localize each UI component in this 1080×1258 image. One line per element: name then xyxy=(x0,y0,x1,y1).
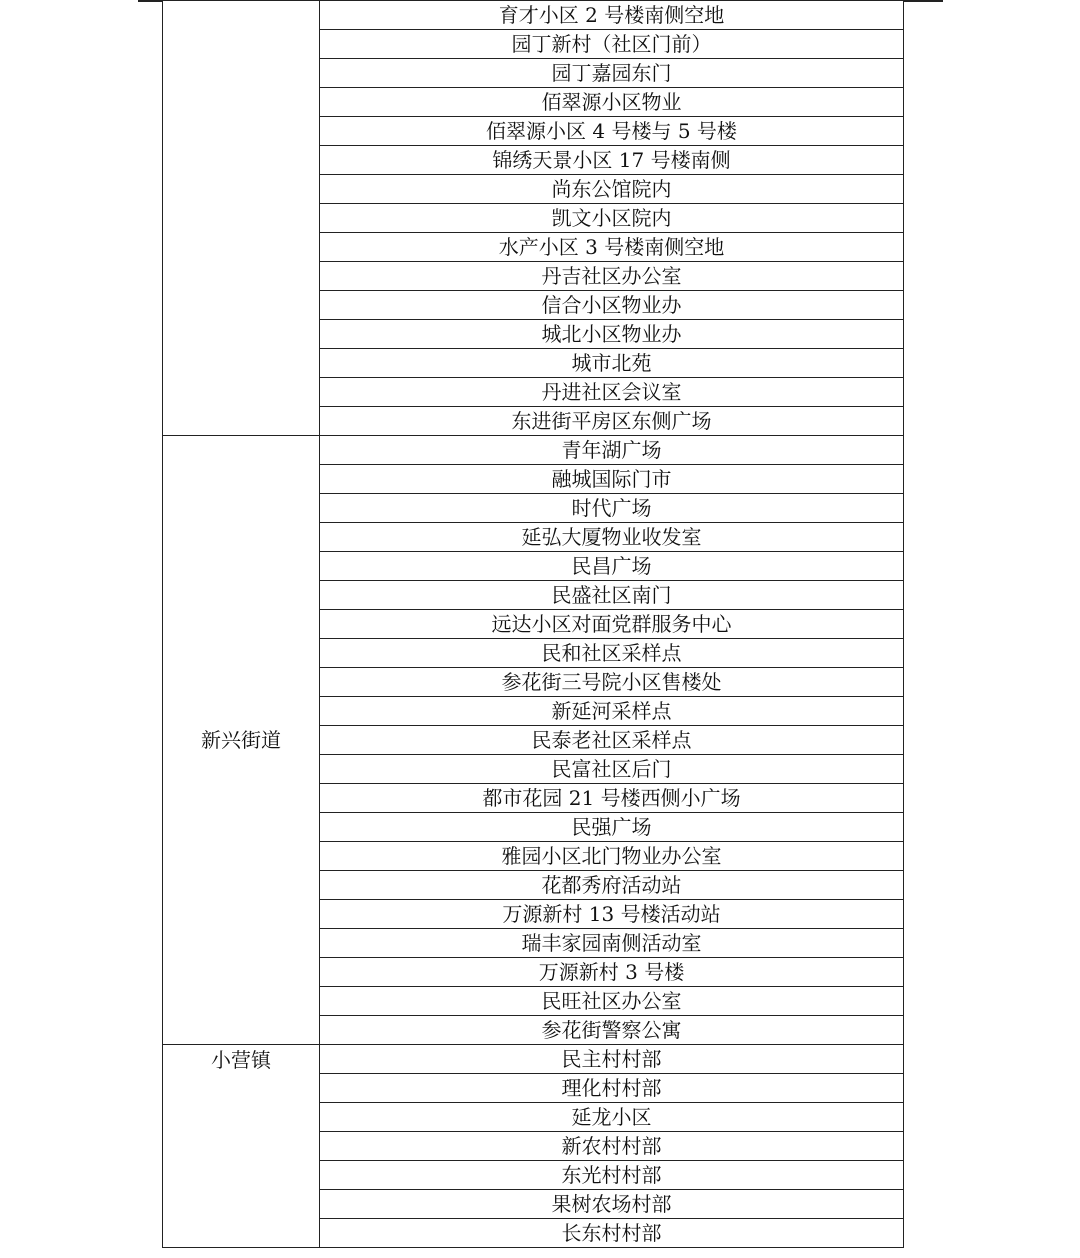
sampling-location-cell: 新农村村部 xyxy=(320,1132,904,1161)
street-name-cell: 小营镇 xyxy=(163,1045,320,1248)
sampling-location-cell: 园丁新村（社区门前） xyxy=(320,30,904,59)
sampling-location-cell: 锦绣天景小区 17 号楼南侧 xyxy=(320,146,904,175)
sampling-location-cell: 远达小区对面党群服务中心 xyxy=(320,610,904,639)
sampling-location-cell: 凯文小区院内 xyxy=(320,204,904,233)
sampling-location-cell: 融城国际门市 xyxy=(320,465,904,494)
sampling-location-cell: 瑞丰家园南侧活动室 xyxy=(320,929,904,958)
sampling-location-cell: 东光村村部 xyxy=(320,1161,904,1190)
top-rule-left xyxy=(138,0,162,2)
sampling-location-cell: 时代广场 xyxy=(320,494,904,523)
sampling-location-cell: 东进街平房区东侧广场 xyxy=(320,407,904,436)
sampling-location-cell: 信合小区物业办 xyxy=(320,291,904,320)
table-body xyxy=(163,1,904,1248)
sampling-location-cell: 花都秀府活动站 xyxy=(320,871,904,900)
sampling-location-cell: 水产小区 3 号楼南侧空地 xyxy=(320,233,904,262)
sampling-location-cell: 都市花园 21 号楼西侧小广场 xyxy=(320,784,904,813)
sampling-location-cell: 佰翠源小区 4 号楼与 5 号楼 xyxy=(320,117,904,146)
sampling-location-cell: 雅园小区北门物业办公室 xyxy=(320,842,904,871)
sampling-location-cell: 民和社区采样点 xyxy=(320,639,904,668)
sampling-location-cell: 延龙小区 xyxy=(320,1103,904,1132)
sampling-location-cell: 果树农场村部 xyxy=(320,1190,904,1219)
sampling-location-cell: 参花街三号院小区售楼处 xyxy=(320,668,904,697)
table-row xyxy=(163,436,904,465)
sampling-location-cell: 延弘大厦物业收发室 xyxy=(320,523,904,552)
sampling-location-cell: 尚东公馆院内 xyxy=(320,175,904,204)
sampling-location-cell: 丹吉社区办公室 xyxy=(320,262,904,291)
sampling-location-cell: 青年湖广场 xyxy=(320,436,904,465)
street-name-cell xyxy=(163,1,320,436)
sampling-location-cell: 新延河采样点 xyxy=(320,697,904,726)
sampling-location-cell: 育才小区 2 号楼南侧空地 xyxy=(320,1,904,30)
sampling-location-cell: 民主村村部 xyxy=(320,1045,904,1074)
sampling-location-cell: 长东村村部 xyxy=(320,1219,904,1248)
sampling-location-cell: 参花街警察公寓 xyxy=(320,1016,904,1045)
table-row xyxy=(163,1,904,30)
sampling-site-table xyxy=(162,0,904,1248)
top-rule-right xyxy=(903,0,943,2)
sampling-location-cell: 园丁嘉园东门 xyxy=(320,59,904,88)
sampling-location-cell: 民旺社区办公室 xyxy=(320,987,904,1016)
sampling-location-cell: 民盛社区南门 xyxy=(320,581,904,610)
sampling-location-cell: 丹进社区会议室 xyxy=(320,378,904,407)
sampling-location-cell: 佰翠源小区物业 xyxy=(320,88,904,117)
sampling-location-cell: 民泰老社区采样点 xyxy=(320,726,904,755)
table-row xyxy=(163,1045,904,1074)
sampling-location-cell: 民强广场 xyxy=(320,813,904,842)
sampling-location-cell: 民昌广场 xyxy=(320,552,904,581)
sampling-location-cell: 理化村村部 xyxy=(320,1074,904,1103)
sampling-location-cell: 城市北苑 xyxy=(320,349,904,378)
street-name-cell: 新兴街道 xyxy=(163,436,320,1045)
sampling-location-cell: 民富社区后门 xyxy=(320,755,904,784)
sampling-location-cell: 城北小区物业办 xyxy=(320,320,904,349)
sampling-location-cell: 万源新村 3 号楼 xyxy=(320,958,904,987)
sampling-location-cell: 万源新村 13 号楼活动站 xyxy=(320,900,904,929)
